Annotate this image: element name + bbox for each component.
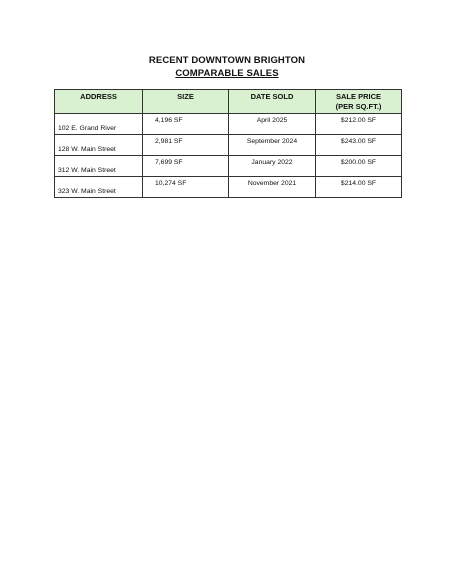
- cell-sale-price: $243.00 SF: [316, 135, 402, 156]
- table-row: [55, 156, 402, 177]
- table-row: [55, 177, 402, 198]
- cell-address: 323 W. Main Street: [55, 177, 143, 198]
- cell-date-sold: April 2025: [229, 114, 316, 135]
- comparable-sales-table: [54, 89, 402, 198]
- header-sale-price: [316, 90, 402, 114]
- table-row: [55, 135, 402, 156]
- cell-address: 128 W. Main Street: [55, 135, 143, 156]
- cell-date-sold: September 2024: [229, 135, 316, 156]
- cell-sale-price: $200.00 SF: [316, 156, 402, 177]
- cell-size: 2,981 SF: [143, 135, 229, 156]
- header-address: ADDRESS: [55, 90, 143, 114]
- title-block: [0, 54, 454, 80]
- cell-size: 7,699 SF: [143, 156, 229, 177]
- cell-date-sold: January 2022: [229, 156, 316, 177]
- header-sale-price-line2: (PER SQ.FT.): [335, 102, 382, 111]
- cell-sale-price: $212.00 SF: [316, 114, 402, 135]
- cell-size: 10,274 SF: [143, 177, 229, 198]
- table-row: [55, 114, 402, 135]
- cell-date-sold: November 2021: [229, 177, 316, 198]
- header-sale-price-line1: SALE PRICE: [335, 92, 381, 101]
- header-date-sold: DATE SOLD: [229, 90, 316, 114]
- cell-size: 4,196 SF: [143, 114, 229, 135]
- cell-address: 102 E. Grand River: [55, 114, 143, 135]
- cell-sale-price: $214.00 SF: [316, 177, 402, 198]
- title-line-2: COMPARABLE SALES: [175, 68, 279, 79]
- table-header-row: [55, 90, 402, 114]
- header-size: SIZE: [143, 90, 229, 114]
- cell-address: 312 W. Main Street: [55, 156, 143, 177]
- title-line-1: RECENT DOWNTOWN BRIGHTON: [148, 55, 306, 66]
